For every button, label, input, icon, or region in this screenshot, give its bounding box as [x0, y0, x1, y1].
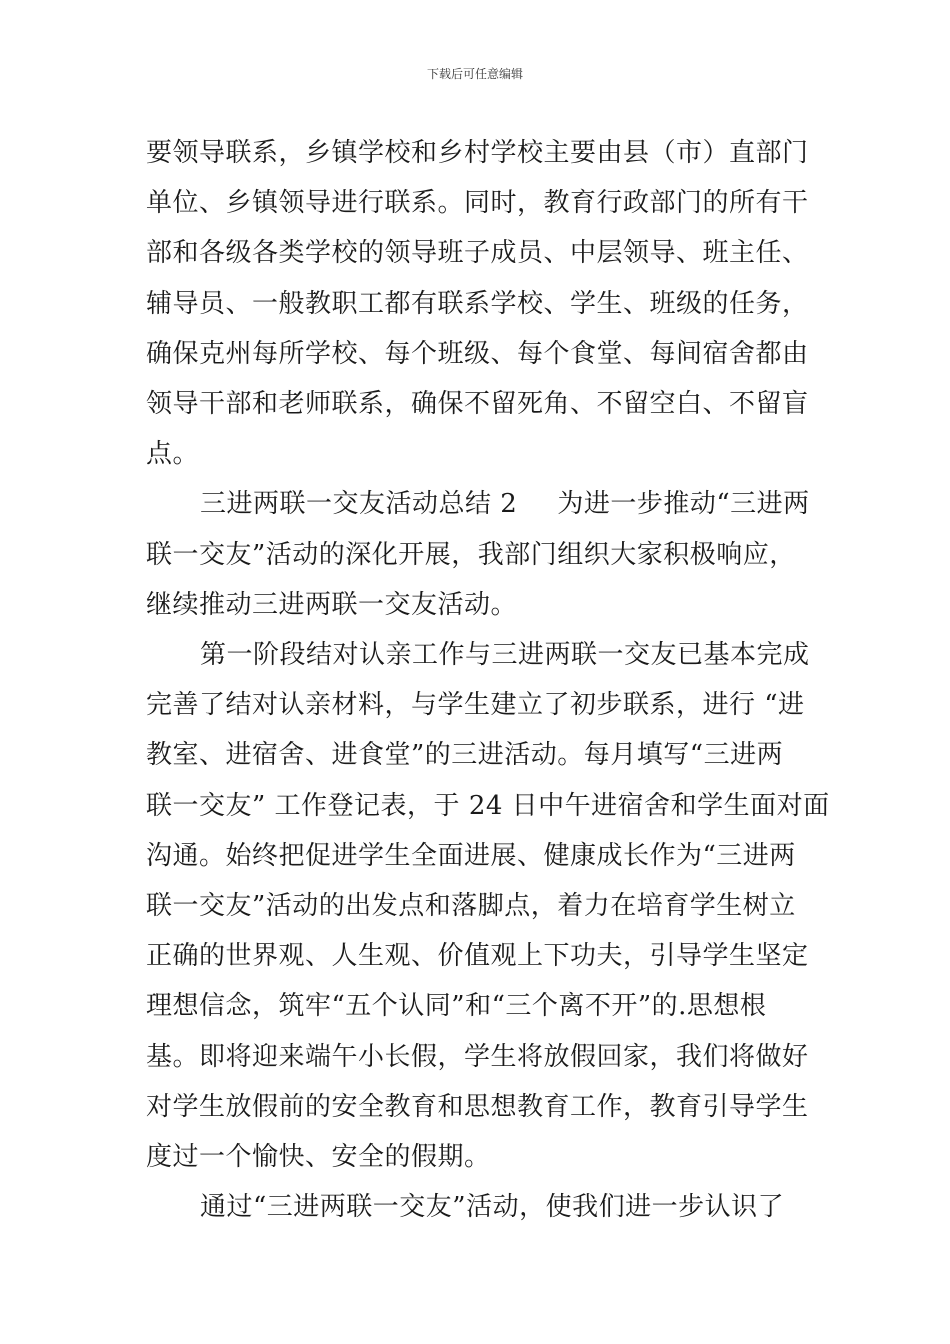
- text-line: 联一交友”活动的深化开展，我部门组织大家积极响应，: [146, 539, 796, 570]
- section-title-line: [146, 479, 816, 529]
- text-line: 正确的世界观、人生观、价值观上下功夫，引导学生坚定: [146, 941, 809, 972]
- text-line: 第一阶段结对认亲工作与三进两联一交友已基本完成: [200, 640, 810, 671]
- text-line: 教室、进宿舍、进食堂”的三进活动。每月填写“三进两: [146, 740, 784, 771]
- text-line: 通过“三进两联一交友”活动，使我们进一步认识了: [200, 1192, 785, 1223]
- paragraph-3: [146, 630, 830, 1182]
- text-line: 辅导员、一般教职工都有联系学校、学生、班级的任务，: [146, 288, 809, 319]
- paragraph-1: [146, 128, 816, 479]
- text-line: 联一交友” 工作登记表，于 24 日中午进宿舍和学生面对面: [146, 790, 830, 821]
- text-line: 完善了结对认亲材料，与学生建立了初步联系，进行 “进: [146, 690, 805, 721]
- text-line: 基。即将迎来端午小长假，学生将放假回家，我们将做好: [146, 1041, 809, 1072]
- text-line: 点。: [146, 439, 200, 470]
- paragraph-2: [146, 479, 816, 630]
- section-title: 三进两联一交友活动总结 2: [200, 489, 518, 520]
- text-line: 理想信念，筑牢“五个认同”和“三个离不开”的.思想根: [146, 991, 767, 1022]
- text-line: 要领导联系，乡镇学校和乡村学校主要由县（市）直部门: [146, 138, 809, 168]
- document-body: [146, 128, 830, 1232]
- section-title-rest: 为进一步推动“三进两: [557, 489, 810, 520]
- text-line: 度过一个愉快、安全的假期。: [146, 1142, 491, 1173]
- text-line: 确保克州每所学校、每个班级、每个食堂、每间宿舍都由: [146, 338, 809, 369]
- paragraph-4: [146, 1182, 816, 1232]
- text-line: 对学生放假前的安全教育和思想教育工作，教育引导学生: [146, 1091, 809, 1122]
- text-line: 联一交友”活动的出发点和落脚点，着力在培育学生树立: [146, 891, 796, 922]
- text-line: 继续推动三进两联一交友活动。: [146, 589, 518, 620]
- text-line: 领导干部和老师联系，确保不留死角、不留空白、不留盲: [146, 389, 809, 420]
- text-line: 沟通。始终把促进学生全面进展、健康成长作为“三进两: [146, 840, 796, 871]
- page-header: 下载后可任意编辑: [426, 67, 523, 81]
- text-line: 单位、乡镇领导进行联系。同时，教育行政部门的所有干: [146, 188, 809, 219]
- text-line: 部和各级各类学校的领导班子成员、中层领导、班主任、: [146, 238, 809, 269]
